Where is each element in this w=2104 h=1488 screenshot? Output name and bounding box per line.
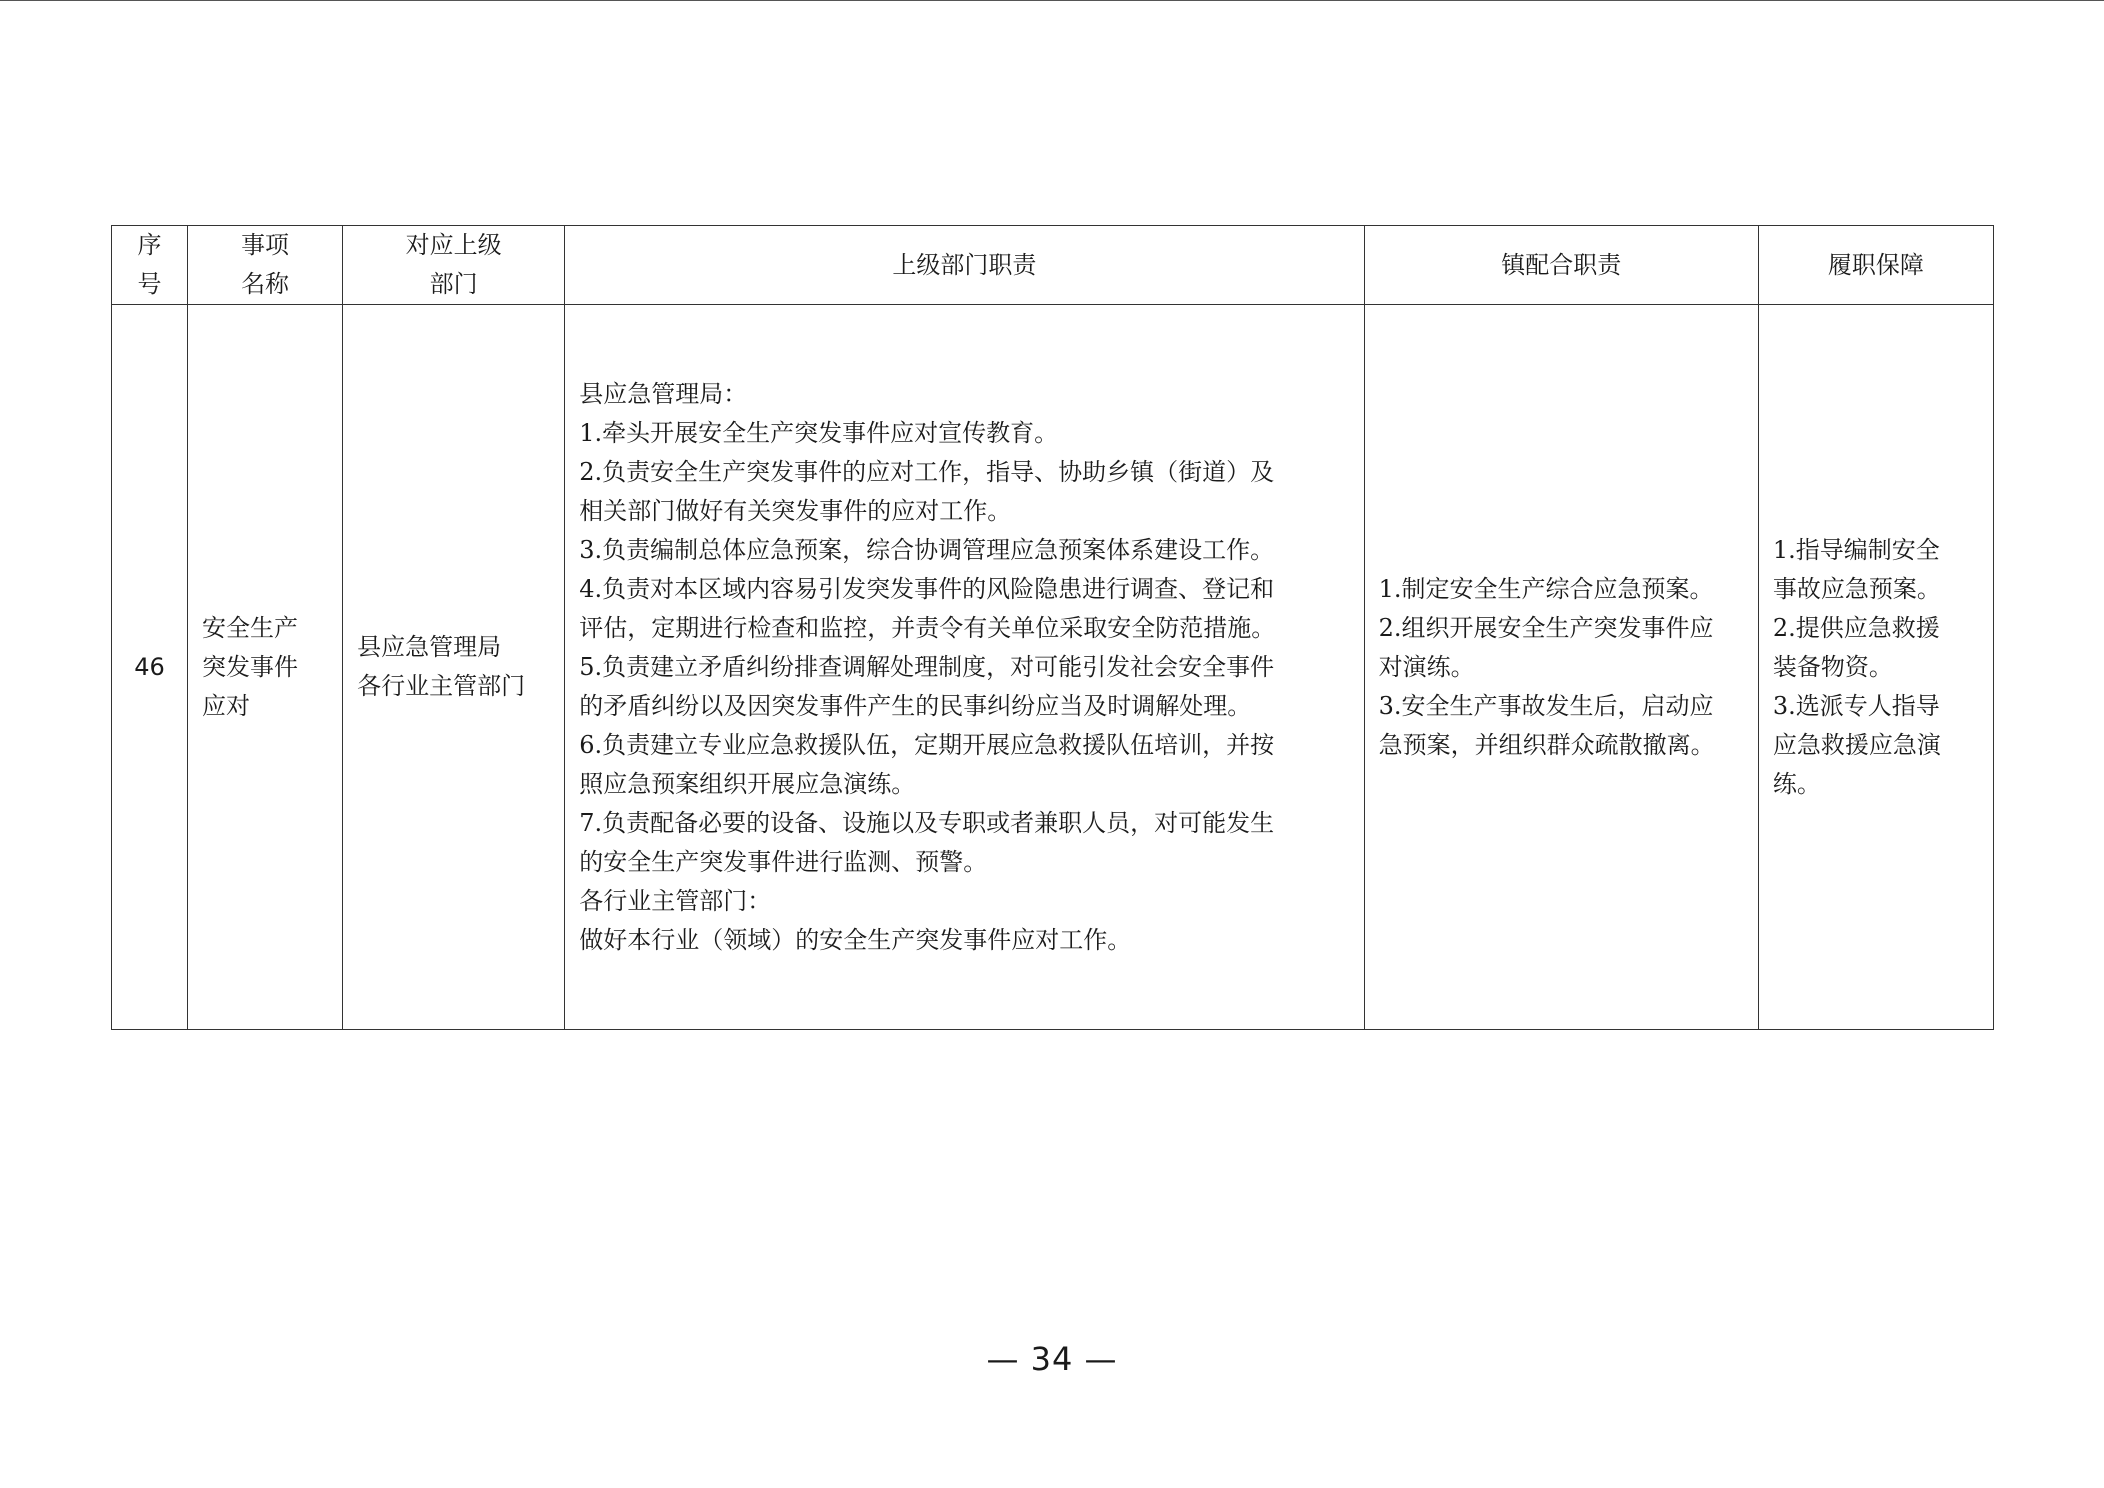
duty-table: [111, 225, 1994, 1030]
dept-line: 县应急管理局: [357, 633, 502, 661]
header-name-line2: 名称: [241, 270, 290, 298]
duty-line: 6.负责建立专业应急救援队伍，定期开展应急救援队伍培训，并按: [579, 730, 1275, 759]
duty-line: 各行业主管部门：: [579, 886, 772, 915]
cell-guarantee: [1758, 305, 1993, 1030]
town-duty-line: 1.制定安全生产综合应急预案。: [1378, 574, 1714, 603]
guarantee-line: 装备物资。: [1772, 652, 1893, 681]
header-duty: 上级部门职责: [565, 226, 1364, 305]
town-duty-line: 2.组织开展安全生产突发事件应: [1378, 613, 1714, 642]
page-number: — 34 —: [986, 1340, 1118, 1378]
guarantee-line: 2.提供应急救援: [1772, 613, 1940, 642]
duty-line: 照应急预案组织开展应急演练。: [579, 769, 916, 798]
cell-town-duty: [1364, 305, 1758, 1030]
guarantee-line: 3.选派专人指导: [1772, 691, 1940, 720]
cell-duty: [565, 305, 1364, 1030]
duty-line: 7.负责配备必要的设备、设施以及专职或者兼职人员，对可能发生: [579, 808, 1275, 837]
guarantee-line: 事故应急预案。: [1772, 574, 1941, 603]
header-no-line1: 序: [137, 231, 162, 259]
item-name-line: 突发事件: [202, 652, 299, 681]
duty-line: 1.牵头开展安全生产突发事件应对宣传教育。: [579, 418, 1059, 447]
duty-line: 3.负责编制总体应急预案，综合协调管理应急预案体系建设工作。: [579, 535, 1275, 564]
header-item-name: [188, 226, 343, 305]
item-name-line: 应对: [202, 691, 251, 720]
header-dept-line1: 对应上级: [405, 231, 502, 259]
header-name-line1: 事项: [241, 231, 290, 259]
duty-line: 评估，定期进行检查和监控，并责令有关单位采取安全防范措施。: [579, 613, 1276, 642]
table-row: [112, 305, 1994, 1030]
town-duty-line: 对演练。: [1378, 652, 1475, 681]
town-duty-line: 3.安全生产事故发生后，启动应: [1378, 691, 1714, 720]
dept-line: 各行业主管部门: [357, 672, 526, 700]
duty-line: 2.负责安全生产突发事件的应对工作，指导、协助乡镇（街道）及: [579, 457, 1275, 486]
table-header-row: [112, 226, 1994, 305]
header-dept: [343, 226, 565, 305]
duty-line: 相关部门做好有关突发事件的应对工作。: [579, 496, 1012, 525]
header-no-line2: 号: [137, 270, 162, 298]
duty-line: 5.负责建立矛盾纠纷排查调解处理制度，对可能引发社会安全事件: [579, 652, 1275, 681]
header-town: 镇配合职责: [1364, 226, 1758, 305]
guarantee-line: 练。: [1772, 769, 1821, 798]
header-guarantee: 履职保障: [1758, 226, 1993, 305]
header-no: [112, 226, 188, 305]
duty-line: 的安全生产突发事件进行监测、预警。: [579, 847, 988, 876]
top-border-rule: [0, 0, 2104, 1]
duty-line: 做好本行业（领域）的安全生产突发事件应对工作。: [579, 925, 1132, 954]
cell-no: 46: [112, 305, 188, 1030]
header-dept-line2: 部门: [429, 270, 478, 298]
duty-line: 县应急管理局：: [579, 379, 748, 408]
cell-item-name: [188, 305, 343, 1030]
guarantee-line: 应急救援应急演: [1772, 730, 1941, 759]
town-duty-line: 急预案，并组织群众疏散撤离。: [1378, 730, 1715, 759]
duty-line: 4.负责对本区域内容易引发突发事件的风险隐患进行调查、登记和: [579, 574, 1275, 603]
cell-dept: [343, 305, 565, 1030]
guarantee-line: 1.指导编制安全: [1772, 535, 1940, 564]
duty-line: 的矛盾纠纷以及因突发事件产生的民事纠纷应当及时调解处理。: [579, 691, 1252, 720]
item-name-line: 安全生产: [202, 613, 299, 642]
